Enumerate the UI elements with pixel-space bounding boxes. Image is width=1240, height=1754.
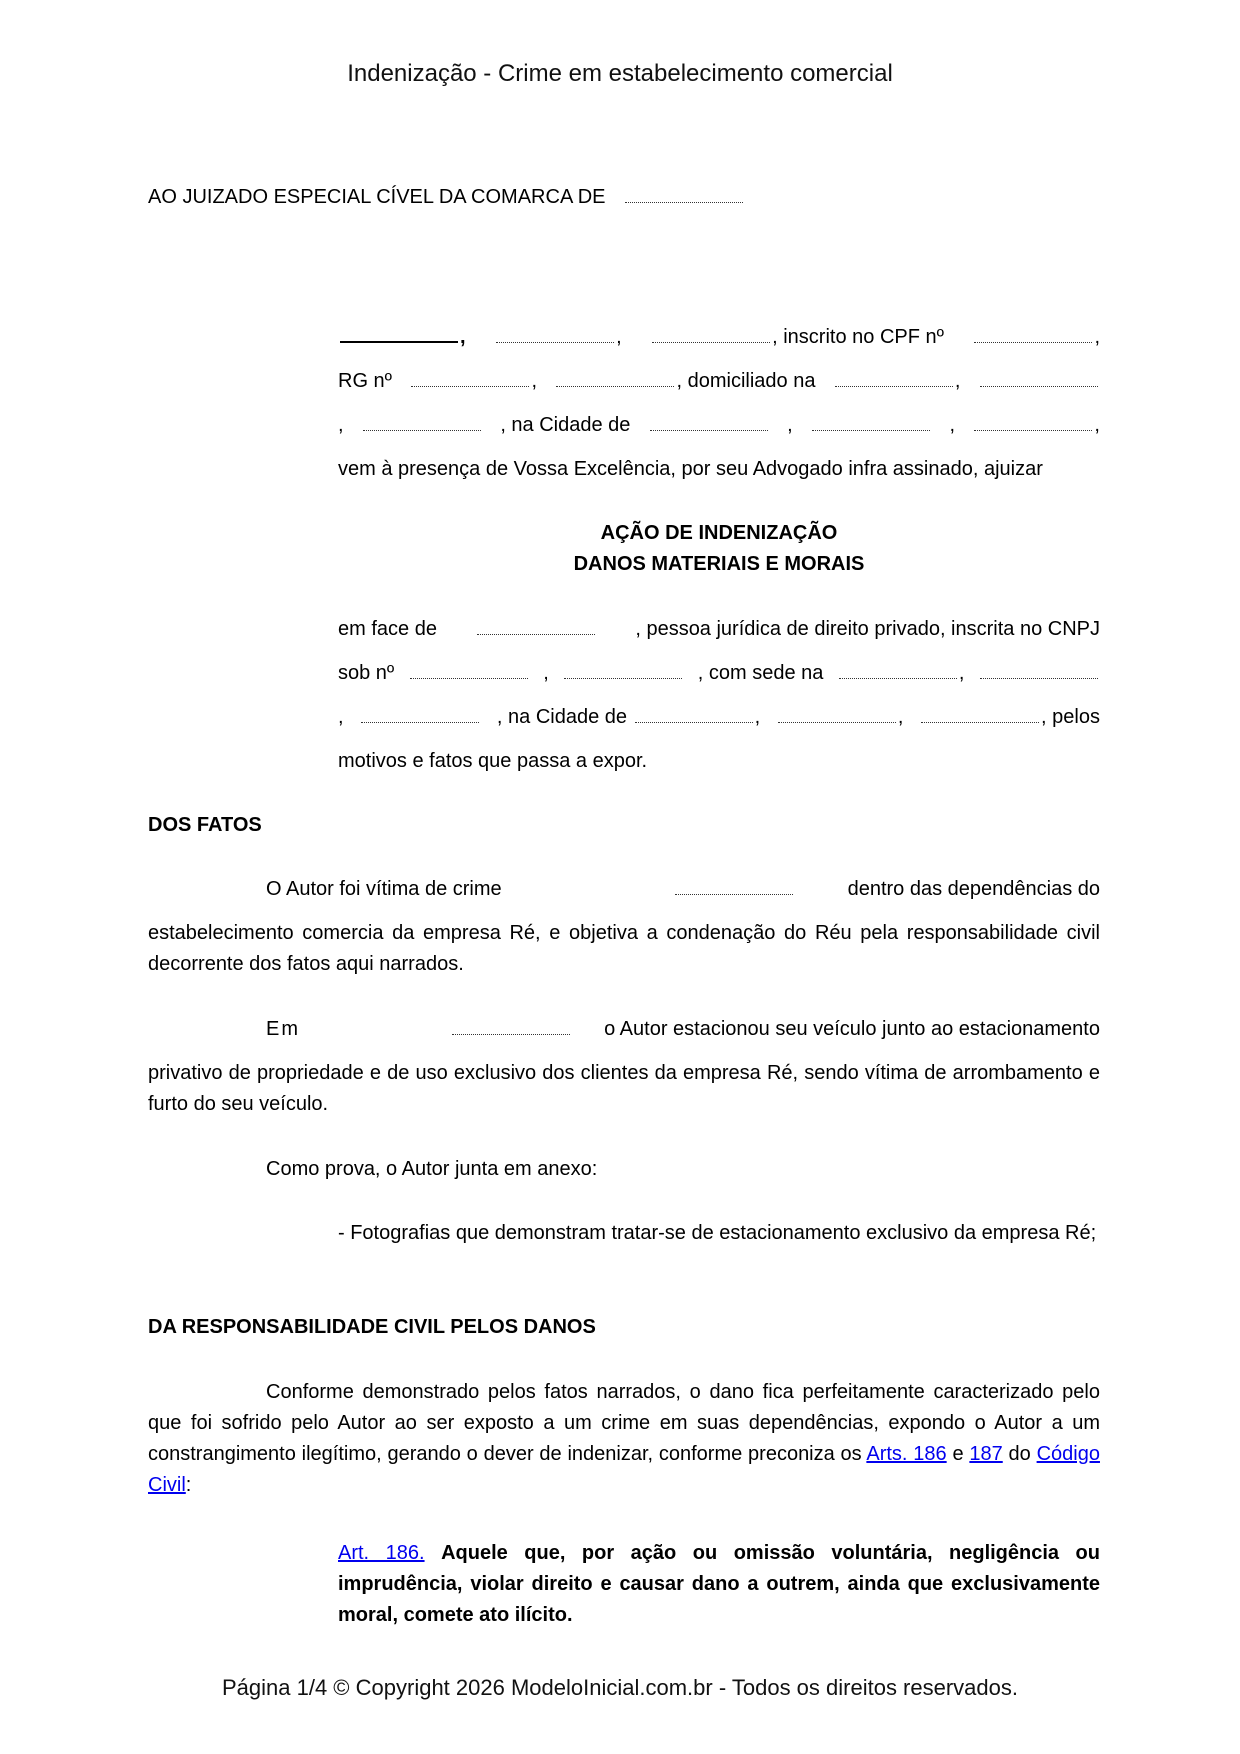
blank-field (564, 677, 682, 679)
legal-quote-art-186: Art. 186. Aquele que, por ação ou omissão voluntária, negligência ou imprudência, violar direito e causar dano a outrem, ainda que exclusivamente moral, comete ato ilícito. (338, 1542, 1100, 1626)
cnpj-label: sob nº (338, 662, 395, 684)
link-art-187[interactable]: 187 (969, 1443, 1003, 1465)
blank-field (974, 429, 1092, 431)
blank-field (361, 721, 479, 723)
cpf-label: , inscrito no CPF nº (772, 326, 944, 348)
blank-field (980, 385, 1098, 387)
em-face-label: em face de (338, 618, 437, 640)
blank-field (812, 429, 930, 431)
action-title-line-2: DANOS MATERIAIS E MORAIS (573, 553, 865, 575)
defendant-line-3: , , na Cidade de , , , pelos (338, 706, 1100, 728)
blank-field (496, 341, 614, 343)
defendant-line-1: em face de , pessoa jurídica de direito privado, inscrita no CNPJ (338, 618, 1100, 640)
blank-field (635, 721, 753, 723)
blank-field (556, 385, 674, 387)
blank-field (778, 721, 896, 723)
link-arts-186[interactable]: Arts. 186 (866, 1443, 947, 1465)
blank-field (650, 429, 768, 431)
plaintiff-line-3: , , na Cidade de , , , (338, 414, 1100, 436)
page-footer: Página 1/4 © Copyright 2026 ModeloInicial.com.br - Todos os direitos reservados. (222, 1675, 1018, 1700)
blank-field (625, 201, 743, 203)
city-label: , na Cidade de (500, 414, 631, 436)
blank-field (974, 341, 1092, 343)
domicile-label: , domiciliado na (676, 370, 816, 392)
link-codigo-civil[interactable]: Código Civil (148, 1443, 1100, 1496)
blank-field (835, 385, 953, 387)
blank-field (452, 1033, 570, 1035)
evidence-item: - Fotografias que demonstram tratar-se de estacionamento exclusivo da empresa Ré; (338, 1222, 1097, 1244)
blank-field (477, 633, 595, 635)
blank-field (363, 429, 481, 431)
addressee-text: AO JUIZADO ESPECIAL CÍVEL DA COMARCA DE (148, 186, 606, 208)
section-title-liability: DA RESPONSABILIDADE CIVIL PELOS DANOS (148, 1316, 596, 1338)
sede-label: , com sede na (697, 662, 824, 684)
blank-field (839, 677, 957, 679)
facts-p3: Como prova, o Autor junta em anexo: (266, 1158, 598, 1180)
defendant-line-4: motivos e fatos que passa a expor. (338, 750, 648, 772)
rg-label: RG nº (338, 370, 392, 392)
city-label: , na Cidade de (496, 706, 628, 728)
blank-field (340, 340, 458, 343)
facts-p1-first-line: O Autor foi vítima de crime dentro das dependências do (266, 878, 1100, 900)
addressee (148, 186, 745, 209)
document-header-title: Indenização - Crime em estabelecimento comercial (347, 60, 893, 87)
plaintiff-line-4: vem à presença de Vossa Excelência, por seu Advogado infra assinado, ajuizar (338, 458, 1043, 480)
blank-field (980, 677, 1098, 679)
blank-field (652, 341, 770, 343)
facts-p2-rest: privativo de propriedade e de uso exclusivo dos clientes da empresa Ré, sendo vítima de arrombamento e furto do seu veículo. (148, 1062, 1100, 1115)
plaintiff-line-2: RG nº , , domiciliado na , (338, 370, 1100, 393)
link-art-186-quote[interactable]: Art. 186. (338, 1542, 425, 1564)
section-title-facts: DOS FATOS (148, 814, 262, 836)
blank-field (921, 721, 1039, 723)
plaintiff-line-1: , , , inscrito no CPF nº , (338, 326, 1100, 349)
action-title-line-1: AÇÃO DE INDENIZAÇÃO (600, 522, 838, 544)
liability-p1: Conforme demonstrado pelos fatos narrados, o dano fica perfeitamente caracterizado pelo que foi sofrido pelo Autor ao ser exposto a um crime em suas dependências, expondo o Autor a um constrangimento ilegítimo, gerando o dever de indenizar, conforme preconiza os Arts. 186 e 187 do Código Civil: (148, 1381, 1100, 1496)
blank-field (410, 677, 528, 679)
defendant-line-2: sob nº , , com sede na , (338, 662, 1100, 685)
facts-p2-first-line: Em o Autor estacionou seu veículo junto ao estacionamento (266, 1018, 1100, 1040)
blank-field (675, 893, 793, 895)
blank-field (411, 385, 529, 387)
facts-p1-rest: estabelecimento comercia da empresa Ré, e objetiva a condenação do Réu pela responsabilidade civil decorrente dos fatos aqui narrados. (148, 922, 1100, 975)
